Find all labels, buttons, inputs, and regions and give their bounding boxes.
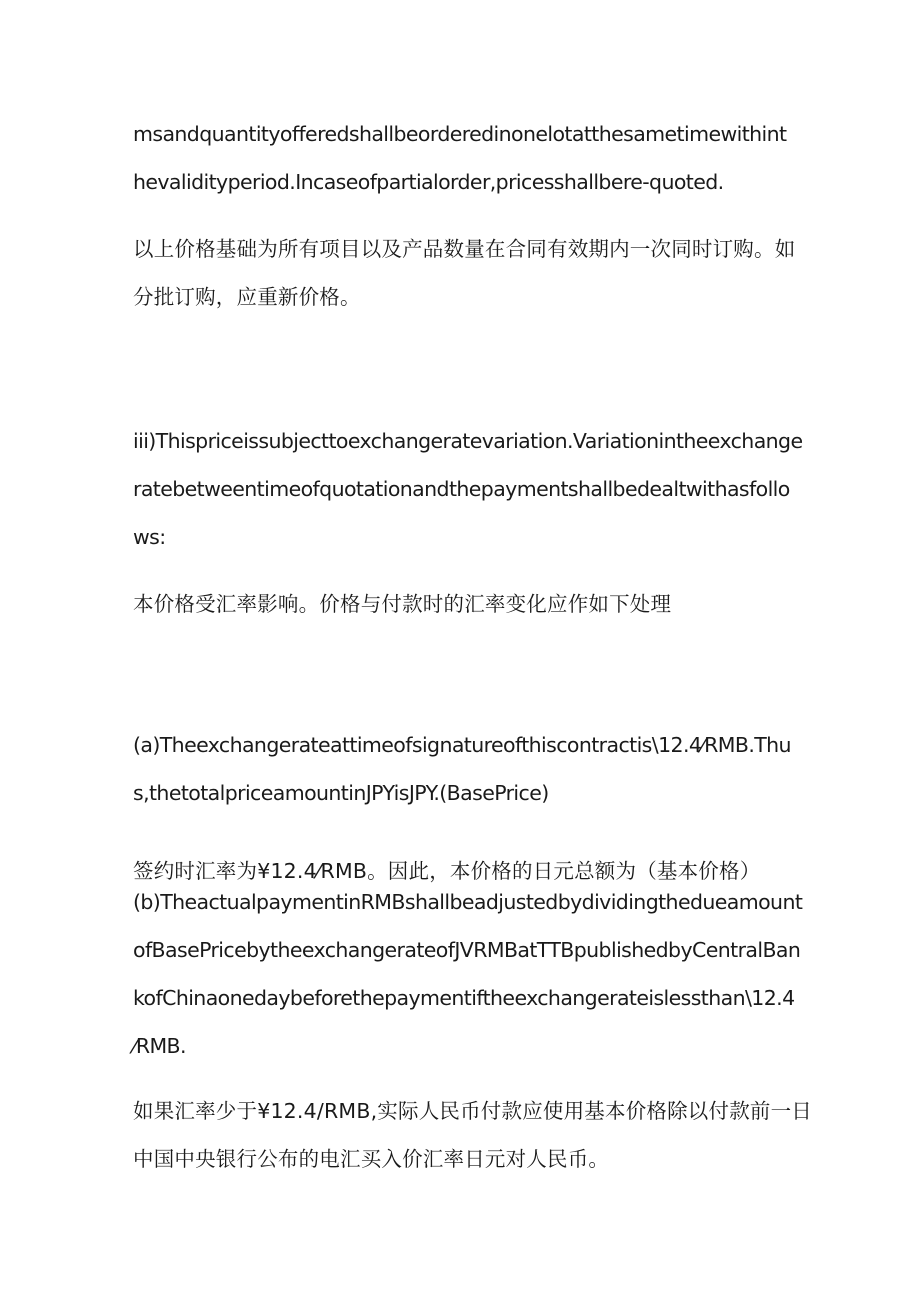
- text-line: 分批订购，应重新价格。: [133, 285, 361, 309]
- text-line: ratebetweentimeofquotationandthepaymentshallbedealtwithasfollo: [133, 477, 790, 501]
- text-line: 以上价格基础为所有项目以及产品数量在合同有效期内一次同时订购。如: [133, 237, 796, 261]
- text-line: 签约时汇率为¥12.4⁄RMB。因此，本价格的日元总额为（基本价格）: [133, 859, 761, 883]
- text-line: (b)TheactualpaymentinRMBshallbeadjustedbydividingthedueamount: [133, 890, 803, 914]
- text-line: ws:: [133, 525, 166, 549]
- text-line: 中国中央银行公布的电汇买入价汇率日元对人民币。: [133, 1147, 610, 1171]
- text-line: (a)Theexchangerateattimeofsignatureofthiscontractis\12.4⁄RMB.Thu: [133, 733, 791, 757]
- text-line: iii)Thispriceissubjecttoexchangeratevariation.Variationintheexchange: [133, 429, 803, 453]
- text-line: ofBasePricebytheexchangerateofJVRMBatTTBpublishedbyCentralBan: [133, 938, 801, 962]
- text-line: ⁄RMB.: [133, 1034, 186, 1058]
- text-line: kofChinaonedaybeforethepaymentiftheexchangerateislessthan\12.4: [133, 986, 795, 1010]
- text-line: 如果汇率少于¥12.4/RMB,实际人民币付款应使用基本价格除以付款前一日: [133, 1099, 813, 1123]
- text-line: s,thetotalpriceamountinJPYisJPY.(BasePrice): [133, 781, 549, 805]
- text-line: hevalidityperiod.Incaseofpartialorder,pricesshallbere-quoted.: [133, 170, 724, 194]
- text-line: 本价格受汇率影响。价格与付款时的汇率变化应作如下处理: [133, 592, 672, 616]
- text-line: msandquantityofferedshallbeorderedinonelotatthesametimewithint: [133, 122, 787, 146]
